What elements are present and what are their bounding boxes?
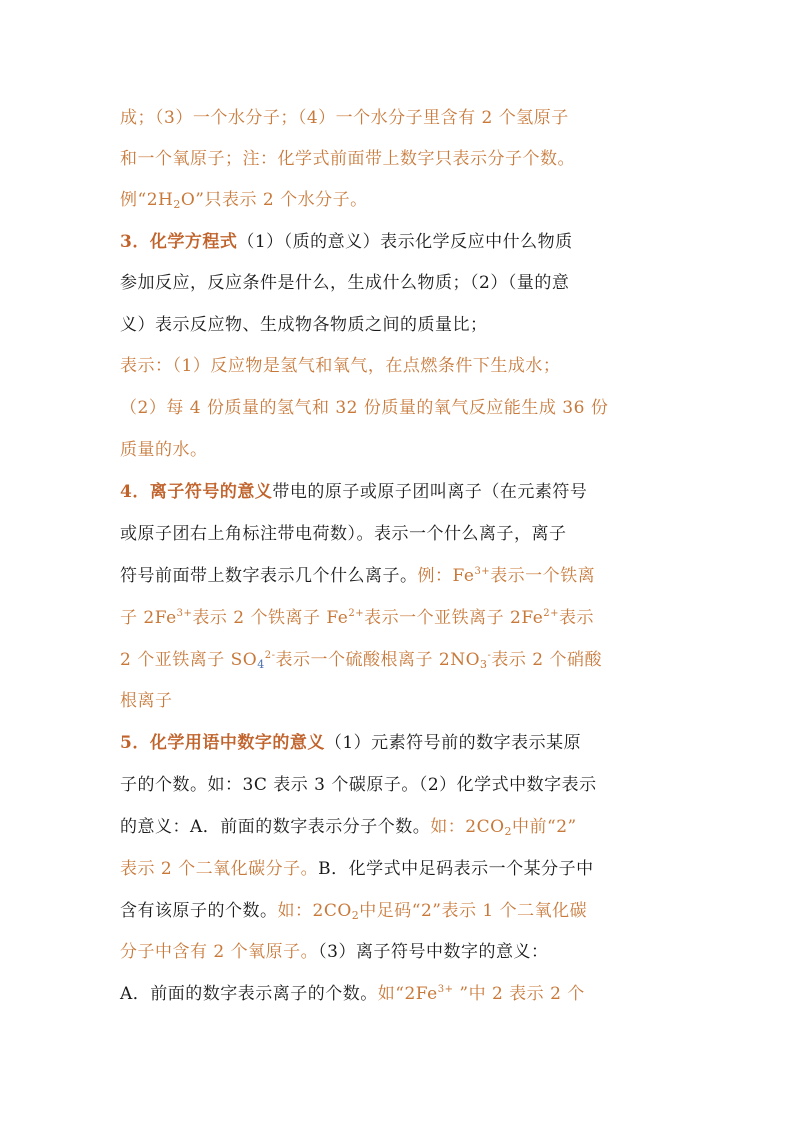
text-segment: 子 2Fe — [120, 608, 177, 628]
text-segment: 成；（3）一个水分子；（4）一个水分子里含有 2 个氢原子 — [120, 108, 569, 128]
text-segment: 或原子团右上角标注带电荷数）。表示一个什么离子，离子 — [120, 524, 567, 544]
text-segment: 表示 2 个铁离子 Fe — [192, 608, 349, 628]
text-segment: （1）元素符号前的数字表示某原 — [324, 733, 582, 753]
text-segment: 表示 2 个二氧化碳分子。 — [120, 859, 319, 879]
text-segment: 带电的原子或原子团叫离子（在元素符号 — [272, 482, 588, 502]
text-segment: 表示 2 个硝酸 — [491, 650, 603, 670]
text-line — [120, 313, 680, 337]
text-line — [120, 606, 680, 630]
text-segment: - — [487, 650, 492, 661]
text-segment: 3+ — [437, 984, 454, 995]
text-line — [120, 354, 680, 378]
text-segment: 2+ — [348, 608, 365, 619]
text-segment: O”只表示 2 个水分子。 — [180, 190, 368, 210]
text-segment: 中足码“2”表示 1 个二氧化碳 — [359, 901, 588, 921]
text-segment: （3）离子符号中数字的意义： — [318, 942, 549, 962]
text-segment: 表示一个硫酸根离子 2NO — [275, 650, 481, 670]
section-heading: 4．离子符号的意义 — [120, 482, 273, 502]
text-line — [120, 982, 680, 1006]
text-segment: 质量的水。 — [120, 440, 208, 460]
text-line — [120, 648, 680, 672]
text-line — [120, 940, 680, 964]
text-segment: 如：2CO — [430, 817, 505, 837]
text-segment: 例：Fe — [417, 566, 475, 586]
text-line — [120, 480, 680, 504]
text-line — [120, 147, 680, 171]
text-line — [120, 689, 680, 713]
text-segment: 符号前面带上数字表示几个什么离子。 — [120, 566, 418, 586]
text-line — [120, 438, 680, 462]
text-line — [120, 271, 680, 295]
text-segment: 2 — [351, 909, 360, 922]
text-line — [120, 396, 680, 420]
text-segment: 3 — [480, 658, 488, 671]
text-segment: 表示一个铁离 — [490, 566, 596, 586]
text-segment: 义）表示反应物、生成物各物质之间的质量比； — [120, 315, 488, 335]
text-segment: 例“2H — [120, 190, 174, 210]
text-line — [120, 773, 680, 797]
text-segment: 表示一个亚铁离子 2Fe — [364, 608, 544, 628]
text-segment: 如：2CO — [277, 901, 352, 921]
text-segment: 中前“2” — [512, 817, 577, 837]
text-segment: 4 — [257, 658, 265, 671]
text-segment: 含有该原子的个数。 — [120, 901, 278, 921]
text-segment: 子的个数。如：3C 表示 3 个碳原子。（2）化学式中数字表示 — [120, 775, 597, 795]
section-heading: 3．化学方程式 — [120, 232, 238, 252]
text-line — [120, 230, 680, 254]
text-segment: 表示：（1）反应物是氢气和氧气，在点燃条件下生成水； — [120, 356, 561, 376]
text-segment: 如“2Fe — [377, 984, 438, 1004]
text-segment: 和一个氧原子；注：化学式前面带上数字只表示分子个数。 — [120, 149, 575, 169]
text-segment: 3+ — [176, 608, 193, 619]
text-segment: 分子中含有 2 个氧原子。 — [120, 942, 319, 962]
text-line — [120, 188, 680, 212]
text-segment: （1）（质的意义）表示化学反应中什么物质 — [237, 232, 573, 252]
text-line — [120, 899, 680, 923]
text-segment: 2+ — [543, 608, 560, 619]
text-segment: 根离子 — [120, 691, 173, 711]
text-line — [120, 522, 680, 546]
text-segment: 参加反应，反应条件是什么，生成什么物质；（2）（量的意 — [120, 273, 570, 293]
text-line — [120, 731, 680, 755]
text-line — [120, 815, 680, 839]
text-segment: （2）每 4 份质量的氢气和 32 份质量的氧气反应能生成 36 份 — [120, 398, 609, 418]
text-line — [120, 106, 680, 130]
text-segment: B．化学式中足码表示一个某分子中 — [318, 859, 594, 879]
text-segment: 2 个亚铁离子 SO — [120, 650, 258, 670]
text-segment: 3+ — [474, 566, 491, 577]
text-segment: 的意义：A．前面的数字表示分子个数。 — [120, 817, 431, 837]
text-segment: A．前面的数字表示离子的个数。 — [120, 984, 378, 1004]
text-line — [120, 857, 680, 881]
text-segment: 2 — [504, 825, 513, 838]
text-segment: 2- — [264, 650, 276, 661]
text-line — [120, 564, 680, 588]
text-segment: 2 — [173, 198, 181, 211]
text-segment: ”中 2 表示 2 个 — [453, 984, 585, 1004]
section-heading: 5．化学用语中数字的意义 — [120, 733, 325, 753]
text-segment: 表示 — [559, 608, 595, 628]
